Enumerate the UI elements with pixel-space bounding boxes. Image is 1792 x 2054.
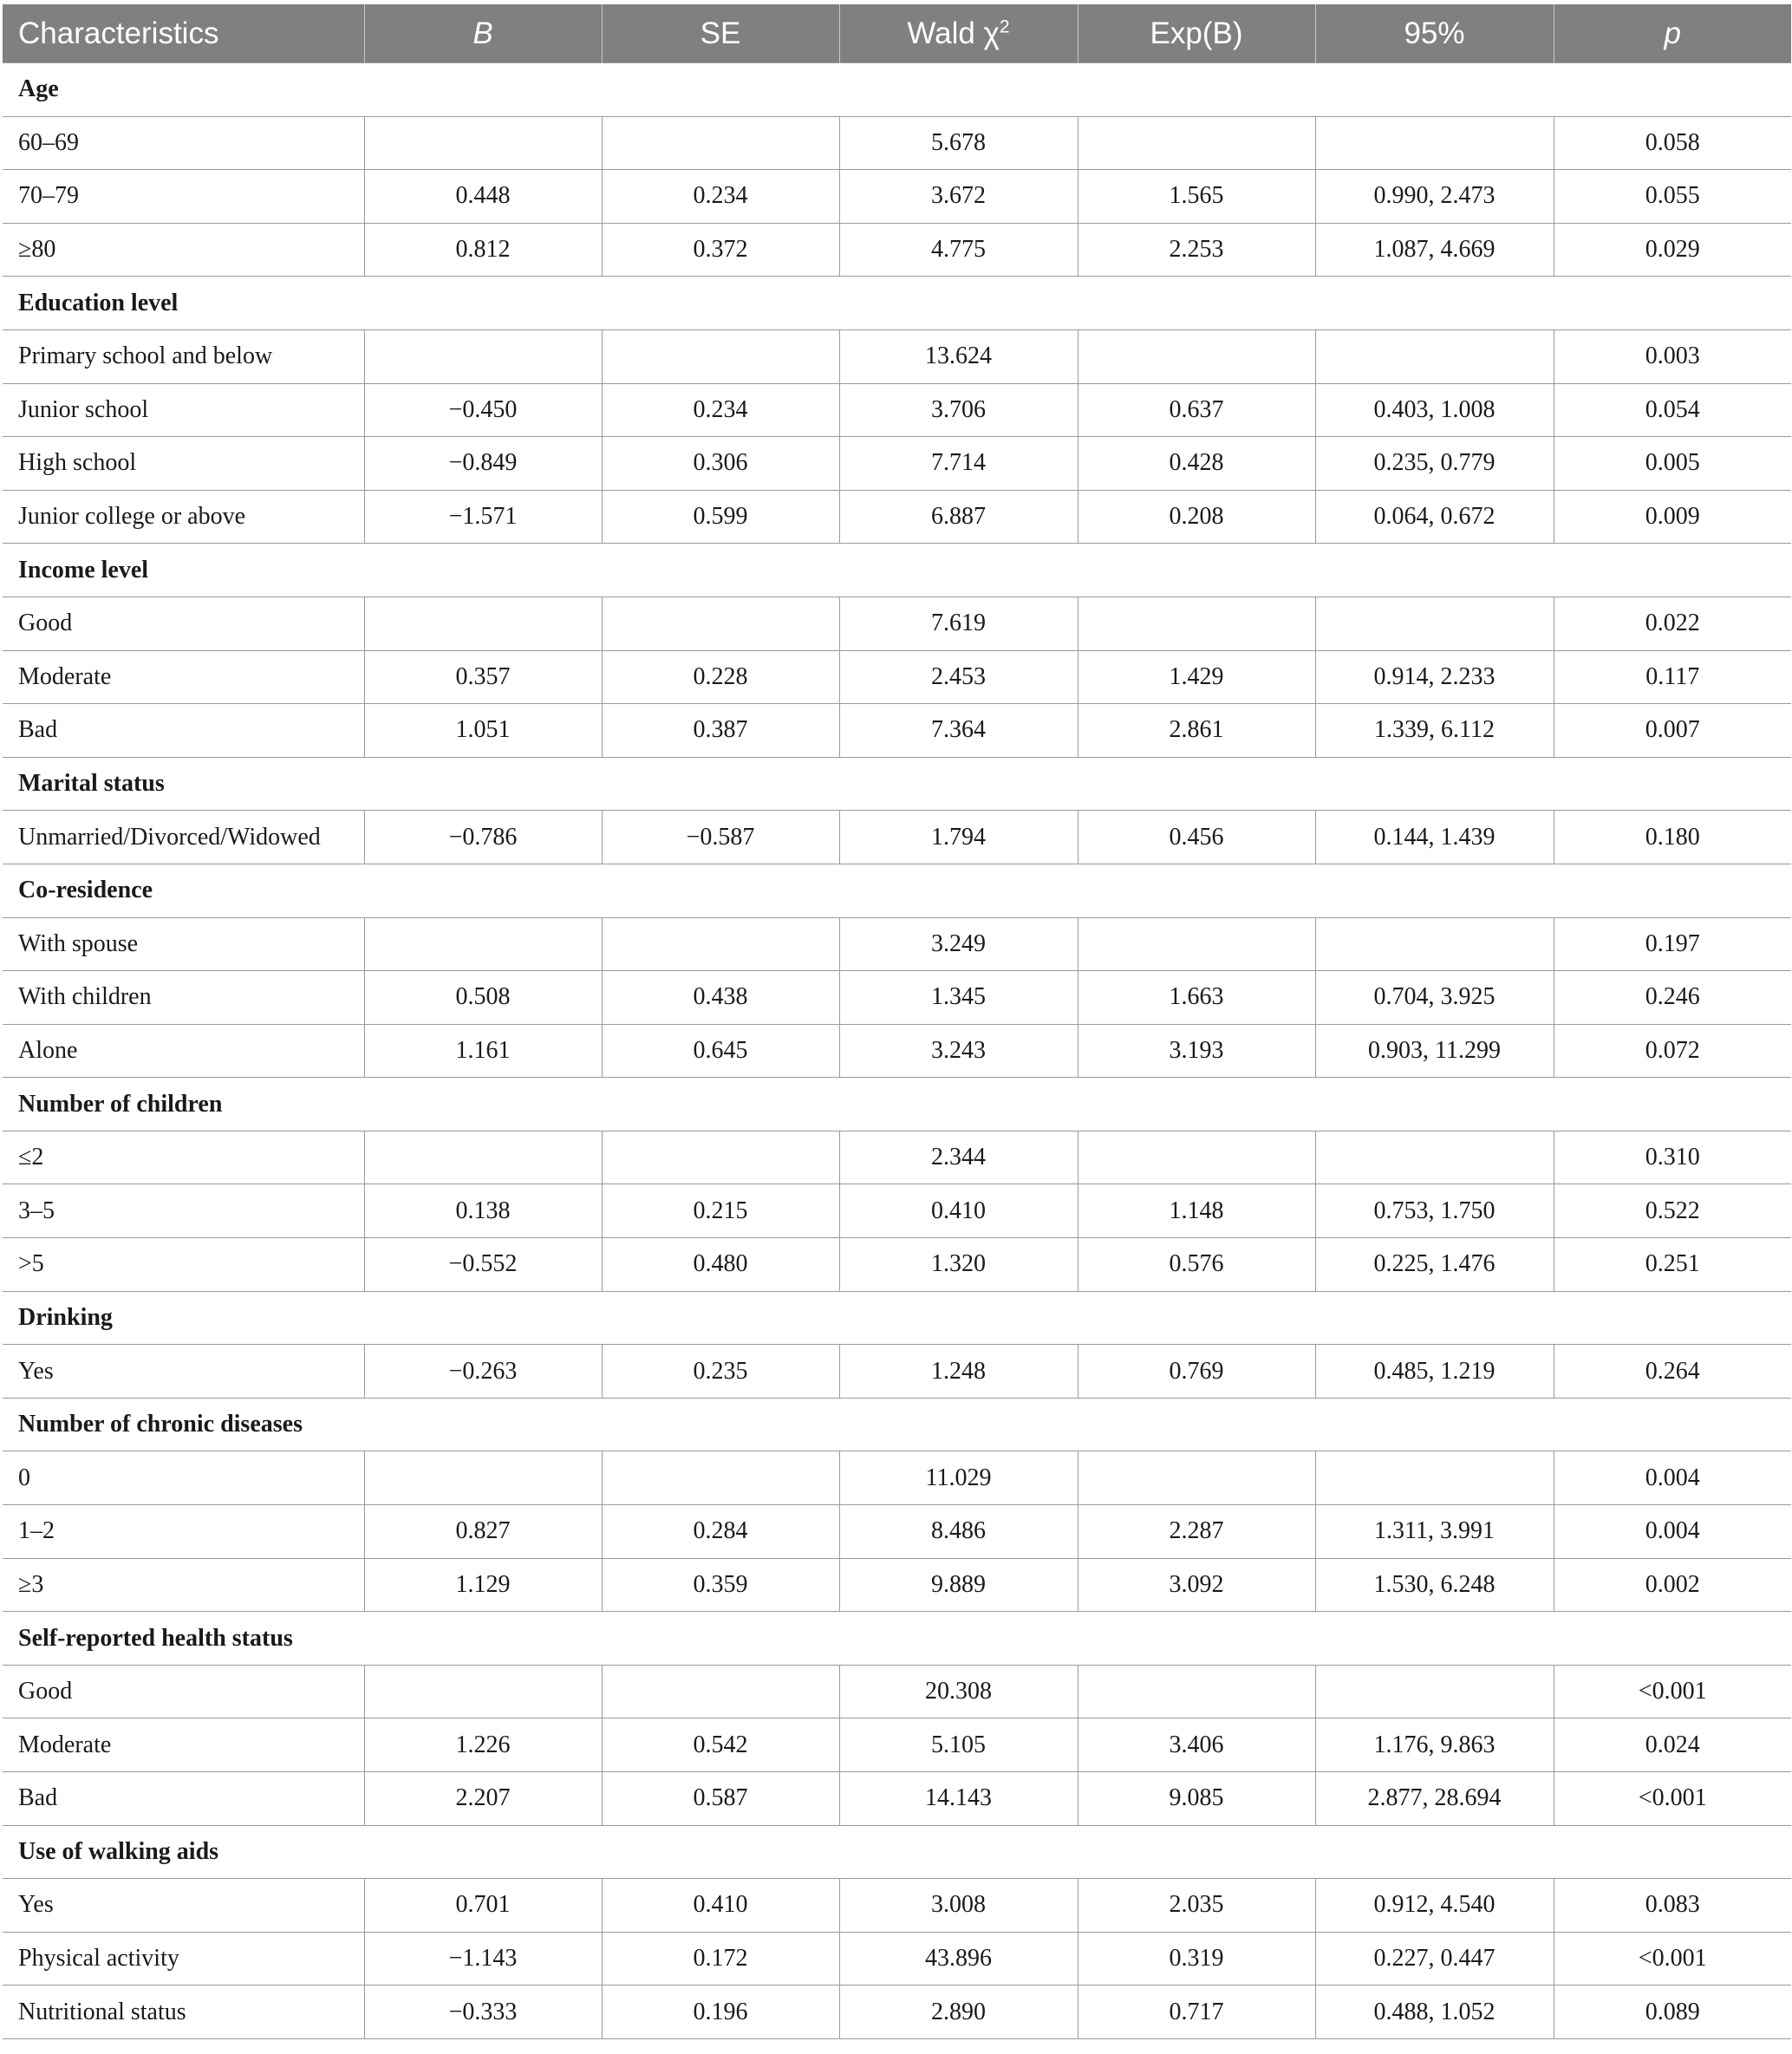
standard-error-cell [602, 329, 839, 383]
wald-chi-square-cell: 3.008 [839, 1879, 1078, 1933]
p-value-cell: <0.001 [1554, 1932, 1791, 1986]
table-row [3, 1879, 1791, 1933]
standard-error-cell: 0.410 [602, 1879, 839, 1933]
odds-ratio-exp-b-cell [1078, 597, 1315, 650]
confidence-interval-cell: 0.235, 0.779 [1315, 437, 1554, 491]
confidence-interval-cell: 0.227, 0.447 [1315, 1932, 1554, 1986]
wald-chi-square-cell: 11.029 [839, 1451, 1078, 1505]
section-header-row [3, 1078, 1791, 1131]
standard-error-cell: 0.587 [602, 1772, 839, 1826]
odds-ratio-exp-b-cell: 2.861 [1078, 704, 1315, 758]
wald-chi-square-cell: 9.889 [839, 1558, 1078, 1612]
coefficient-b-cell [364, 116, 602, 170]
p-value-cell: 0.197 [1554, 917, 1791, 971]
row-label-cell: Moderate [3, 650, 364, 704]
coefficient-b-cell: 1.226 [364, 1718, 602, 1772]
section-header-row [3, 864, 1791, 917]
standard-error-cell: 0.542 [602, 1718, 839, 1772]
row-label-cell: Primary school and below [3, 329, 364, 383]
standard-error-cell: 0.359 [602, 1558, 839, 1612]
standard-error-cell [602, 1131, 839, 1184]
coefficient-b-cell: −1.143 [364, 1932, 602, 1986]
row-label-cell: Yes [3, 1879, 364, 1933]
confidence-interval-cell: 0.903, 11.299 [1315, 1024, 1554, 1078]
confidence-interval-cell [1315, 329, 1554, 383]
row-label-cell: With children [3, 971, 364, 1025]
row-label-cell: 70–79 [3, 170, 364, 224]
odds-ratio-exp-b-cell [1078, 116, 1315, 170]
coefficient-b-cell: −0.786 [364, 811, 602, 864]
confidence-interval-cell: 1.339, 6.112 [1315, 704, 1554, 758]
row-label-cell: Bad [3, 704, 364, 758]
coefficient-b-cell [364, 329, 602, 383]
section-header-row [3, 1612, 1791, 1666]
table-row [3, 1238, 1791, 1292]
confidence-interval-cell: 2.877, 28.694 [1315, 1772, 1554, 1826]
row-label-cell: With spouse [3, 917, 364, 971]
table-row [3, 1665, 1791, 1718]
header-characteristics: Characteristics [3, 4, 364, 63]
p-value-cell: 0.072 [1554, 1024, 1791, 1078]
confidence-interval-cell [1315, 597, 1554, 650]
wald-chi-square-cell: 0.410 [839, 1184, 1078, 1238]
row-label-cell: >5 [3, 1238, 364, 1292]
standard-error-cell [602, 1451, 839, 1505]
table-header-row [3, 4, 1791, 63]
section-header-row [3, 277, 1791, 330]
section-title: Number of chronic diseases [3, 1398, 1791, 1451]
row-label-cell: 3–5 [3, 1184, 364, 1238]
row-label-cell: Junior college or above [3, 490, 364, 544]
p-value-cell: 0.009 [1554, 490, 1791, 544]
odds-ratio-exp-b-cell [1078, 1451, 1315, 1505]
row-label-cell: 0 [3, 1451, 364, 1505]
coefficient-b-cell: 1.129 [364, 1558, 602, 1612]
confidence-interval-cell: 0.225, 1.476 [1315, 1238, 1554, 1292]
section-title: Marital status [3, 757, 1791, 811]
standard-error-cell [602, 917, 839, 971]
confidence-interval-cell: 0.753, 1.750 [1315, 1184, 1554, 1238]
standard-error-cell: 0.387 [602, 704, 839, 758]
row-label-cell: Yes [3, 1345, 364, 1399]
row-label-cell: Moderate [3, 1718, 364, 1772]
section-title: Education level [3, 277, 1791, 330]
confidence-interval-cell: 0.144, 1.439 [1315, 811, 1554, 864]
row-label-cell: Nutritional status [3, 1986, 364, 2039]
standard-error-cell: 0.645 [602, 1024, 839, 1078]
confidence-interval-cell: 1.530, 6.248 [1315, 1558, 1554, 1612]
coefficient-b-cell: 0.812 [364, 223, 602, 277]
wald-chi-square-cell: 2.890 [839, 1986, 1078, 2039]
odds-ratio-exp-b-cell [1078, 1131, 1315, 1184]
table-row [3, 383, 1791, 437]
wald-chi-square-cell: 2.344 [839, 1131, 1078, 1184]
p-value-cell: <0.001 [1554, 1772, 1791, 1826]
table-row [3, 1451, 1791, 1505]
coefficient-b-cell: 0.508 [364, 971, 602, 1025]
standard-error-cell [602, 597, 839, 650]
row-label-cell: Physical activity [3, 1932, 364, 1986]
section-title: Co-residence [3, 864, 1791, 917]
odds-ratio-exp-b-cell: 9.085 [1078, 1772, 1315, 1826]
section-title: Use of walking aids [3, 1825, 1791, 1879]
p-value-cell: 0.310 [1554, 1131, 1791, 1184]
table-row [3, 1184, 1791, 1238]
table-row [3, 917, 1791, 971]
row-label-cell: ≤2 [3, 1131, 364, 1184]
coefficient-b-cell: 2.207 [364, 1772, 602, 1826]
coefficient-b-cell [364, 1131, 602, 1184]
row-label-cell: Good [3, 597, 364, 650]
row-label-cell: Good [3, 1665, 364, 1718]
standard-error-cell: −0.587 [602, 811, 839, 864]
confidence-interval-cell [1315, 1451, 1554, 1505]
table-row [3, 170, 1791, 224]
standard-error-cell [602, 116, 839, 170]
wald-chi-square-cell: 3.672 [839, 170, 1078, 224]
coefficient-b-cell: −0.552 [364, 1238, 602, 1292]
confidence-interval-cell: 0.704, 3.925 [1315, 971, 1554, 1025]
table-row [3, 1505, 1791, 1559]
wald-chi-square-cell: 4.775 [839, 223, 1078, 277]
odds-ratio-exp-b-cell: 0.717 [1078, 1986, 1315, 2039]
row-label-cell: Bad [3, 1772, 364, 1826]
standard-error-cell: 0.234 [602, 170, 839, 224]
section-header-row [3, 63, 1791, 117]
p-value-cell: 0.004 [1554, 1451, 1791, 1505]
table-row [3, 223, 1791, 277]
confidence-interval-cell [1315, 917, 1554, 971]
table-row [3, 650, 1791, 704]
p-value-cell: 0.180 [1554, 811, 1791, 864]
table-row [3, 1986, 1791, 2039]
odds-ratio-exp-b-cell: 1.429 [1078, 650, 1315, 704]
odds-ratio-exp-b-cell: 1.663 [1078, 971, 1315, 1025]
p-value-cell: <0.001 [1554, 1665, 1791, 1718]
odds-ratio-exp-b-cell: 1.148 [1078, 1184, 1315, 1238]
section-header-row [3, 1291, 1791, 1345]
row-label-cell: Unmarried/Divorced/Widowed [3, 811, 364, 864]
p-value-cell: 0.251 [1554, 1238, 1791, 1292]
header-wald-chi-square [839, 4, 1078, 63]
standard-error-cell [602, 1665, 839, 1718]
confidence-interval-cell: 0.912, 4.540 [1315, 1879, 1554, 1933]
p-value-cell: 0.029 [1554, 223, 1791, 277]
wald-chi-square-cell: 43.896 [839, 1932, 1078, 1986]
wald-chi-square-cell: 6.887 [839, 490, 1078, 544]
coefficient-b-cell [364, 917, 602, 971]
table-row [3, 329, 1791, 383]
table-row [3, 116, 1791, 170]
wald-chi-square-cell: 13.624 [839, 329, 1078, 383]
odds-ratio-exp-b-cell [1078, 1665, 1315, 1718]
section-title: Number of children [3, 1078, 1791, 1131]
coefficient-b-cell: −0.450 [364, 383, 602, 437]
section-header-row [3, 1398, 1791, 1451]
row-label-cell: 60–69 [3, 116, 364, 170]
confidence-interval-cell: 1.176, 9.863 [1315, 1718, 1554, 1772]
odds-ratio-exp-b-cell: 0.637 [1078, 383, 1315, 437]
standard-error-cell: 0.306 [602, 437, 839, 491]
p-value-cell: 0.522 [1554, 1184, 1791, 1238]
confidence-interval-cell: 1.087, 4.669 [1315, 223, 1554, 277]
table-row [3, 811, 1791, 864]
coefficient-b-cell [364, 1665, 602, 1718]
table-row [3, 1772, 1791, 1826]
wald-chi-square-cell: 3.249 [839, 917, 1078, 971]
wald-chi-square-cell: 7.364 [839, 704, 1078, 758]
standard-error-cell: 0.599 [602, 490, 839, 544]
wald-chi-square-cell: 5.678 [839, 116, 1078, 170]
odds-ratio-exp-b-cell: 2.253 [1078, 223, 1315, 277]
section-title: Income level [3, 544, 1791, 597]
p-value-cell: 0.058 [1554, 116, 1791, 170]
p-value-cell: 0.024 [1554, 1718, 1791, 1772]
header-wald-text: Wald χ [907, 16, 1000, 50]
odds-ratio-exp-b-cell: 3.193 [1078, 1024, 1315, 1078]
p-value-cell: 0.055 [1554, 170, 1791, 224]
header-p-value: p [1554, 4, 1791, 63]
coefficient-b-cell: 0.701 [364, 1879, 602, 1933]
p-value-cell: 0.004 [1554, 1505, 1791, 1559]
wald-chi-square-cell: 5.105 [839, 1718, 1078, 1772]
header-b: B [364, 4, 602, 63]
wald-chi-square-cell: 1.320 [839, 1238, 1078, 1292]
standard-error-cell: 0.215 [602, 1184, 839, 1238]
confidence-interval-cell: 0.488, 1.052 [1315, 1986, 1554, 2039]
p-value-cell: 0.005 [1554, 437, 1791, 491]
coefficient-b-cell: 1.051 [364, 704, 602, 758]
header-se: SE [602, 4, 839, 63]
odds-ratio-exp-b-cell: 0.428 [1078, 437, 1315, 491]
odds-ratio-exp-b-cell: 2.287 [1078, 1505, 1315, 1559]
row-label-cell: 1–2 [3, 1505, 364, 1559]
odds-ratio-exp-b-cell: 0.319 [1078, 1932, 1315, 1986]
odds-ratio-exp-b-cell: 1.565 [1078, 170, 1315, 224]
p-value-cell: 0.002 [1554, 1558, 1791, 1612]
coefficient-b-cell: 0.138 [364, 1184, 602, 1238]
results-table-container [3, 4, 1791, 2039]
table-row [3, 437, 1791, 491]
section-title: Drinking [3, 1291, 1791, 1345]
section-header-row [3, 757, 1791, 811]
wald-chi-square-cell: 20.308 [839, 1665, 1078, 1718]
regression-results-table [3, 4, 1791, 2039]
coefficient-b-cell [364, 1451, 602, 1505]
table-row [3, 490, 1791, 544]
confidence-interval-cell [1315, 1665, 1554, 1718]
p-value-cell: 0.089 [1554, 1986, 1791, 2039]
table-row [3, 1345, 1791, 1399]
odds-ratio-exp-b-cell: 0.576 [1078, 1238, 1315, 1292]
table-row [3, 1024, 1791, 1078]
table-body [3, 63, 1791, 2039]
coefficient-b-cell [364, 597, 602, 650]
table-row [3, 1558, 1791, 1612]
wald-chi-square-cell: 3.706 [839, 383, 1078, 437]
coefficient-b-cell: −0.333 [364, 1986, 602, 2039]
header-confidence-interval: 95% [1315, 4, 1554, 63]
row-label-cell: ≥80 [3, 223, 364, 277]
p-value-cell: 0.007 [1554, 704, 1791, 758]
wald-chi-square-cell: 7.714 [839, 437, 1078, 491]
confidence-interval-cell: 0.914, 2.233 [1315, 650, 1554, 704]
odds-ratio-exp-b-cell: 3.406 [1078, 1718, 1315, 1772]
row-label-cell: ≥3 [3, 1558, 364, 1612]
p-value-cell: 0.022 [1554, 597, 1791, 650]
odds-ratio-exp-b-cell [1078, 329, 1315, 383]
coefficient-b-cell: 0.448 [364, 170, 602, 224]
odds-ratio-exp-b-cell: 0.769 [1078, 1345, 1315, 1399]
standard-error-cell: 0.228 [602, 650, 839, 704]
wald-chi-square-cell: 8.486 [839, 1505, 1078, 1559]
p-value-cell: 0.246 [1554, 971, 1791, 1025]
confidence-interval-cell [1315, 116, 1554, 170]
standard-error-cell: 0.438 [602, 971, 839, 1025]
coefficient-b-cell: 0.827 [364, 1505, 602, 1559]
row-label-cell: Junior school [3, 383, 364, 437]
confidence-interval-cell: 0.064, 0.672 [1315, 490, 1554, 544]
coefficient-b-cell: −0.849 [364, 437, 602, 491]
p-value-cell: 0.083 [1554, 1879, 1791, 1933]
standard-error-cell: 0.234 [602, 383, 839, 437]
row-label-cell: High school [3, 437, 364, 491]
coefficient-b-cell: 0.357 [364, 650, 602, 704]
row-label-cell: Alone [3, 1024, 364, 1078]
header-exp-b: Exp(B) [1078, 4, 1315, 63]
table-row [3, 971, 1791, 1025]
section-header-row [3, 544, 1791, 597]
standard-error-cell: 0.172 [602, 1932, 839, 1986]
table-row [3, 1131, 1791, 1184]
section-title: Age [3, 63, 1791, 117]
wald-chi-square-cell: 1.248 [839, 1345, 1078, 1399]
standard-error-cell: 0.196 [602, 1986, 839, 2039]
p-value-cell: 0.117 [1554, 650, 1791, 704]
standard-error-cell: 0.235 [602, 1345, 839, 1399]
coefficient-b-cell: 1.161 [364, 1024, 602, 1078]
wald-chi-square-cell: 1.345 [839, 971, 1078, 1025]
confidence-interval-cell: 0.990, 2.473 [1315, 170, 1554, 224]
p-value-cell: 0.264 [1554, 1345, 1791, 1399]
confidence-interval-cell: 1.311, 3.991 [1315, 1505, 1554, 1559]
confidence-interval-cell: 0.485, 1.219 [1315, 1345, 1554, 1399]
table-row [3, 597, 1791, 650]
odds-ratio-exp-b-cell: 3.092 [1078, 1558, 1315, 1612]
section-header-row [3, 1825, 1791, 1879]
section-title: Self-reported health status [3, 1612, 1791, 1666]
p-value-cell: 0.054 [1554, 383, 1791, 437]
odds-ratio-exp-b-cell: 0.456 [1078, 811, 1315, 864]
confidence-interval-cell [1315, 1131, 1554, 1184]
standard-error-cell: 0.372 [602, 223, 839, 277]
odds-ratio-exp-b-cell: 2.035 [1078, 1879, 1315, 1933]
p-value-cell: 0.003 [1554, 329, 1791, 383]
table-row [3, 704, 1791, 758]
wald-chi-square-cell: 2.453 [839, 650, 1078, 704]
wald-chi-square-cell: 14.143 [839, 1772, 1078, 1826]
confidence-interval-cell: 0.403, 1.008 [1315, 383, 1554, 437]
wald-chi-square-cell: 3.243 [839, 1024, 1078, 1078]
wald-chi-square-cell: 1.794 [839, 811, 1078, 864]
coefficient-b-cell: −0.263 [364, 1345, 602, 1399]
odds-ratio-exp-b-cell: 0.208 [1078, 490, 1315, 544]
odds-ratio-exp-b-cell [1078, 917, 1315, 971]
coefficient-b-cell: −1.571 [364, 490, 602, 544]
header-wald-superscript: 2 [999, 16, 1010, 36]
wald-chi-square-cell: 7.619 [839, 597, 1078, 650]
table-row [3, 1932, 1791, 1986]
standard-error-cell: 0.480 [602, 1238, 839, 1292]
table-row [3, 1718, 1791, 1772]
standard-error-cell: 0.284 [602, 1505, 839, 1559]
